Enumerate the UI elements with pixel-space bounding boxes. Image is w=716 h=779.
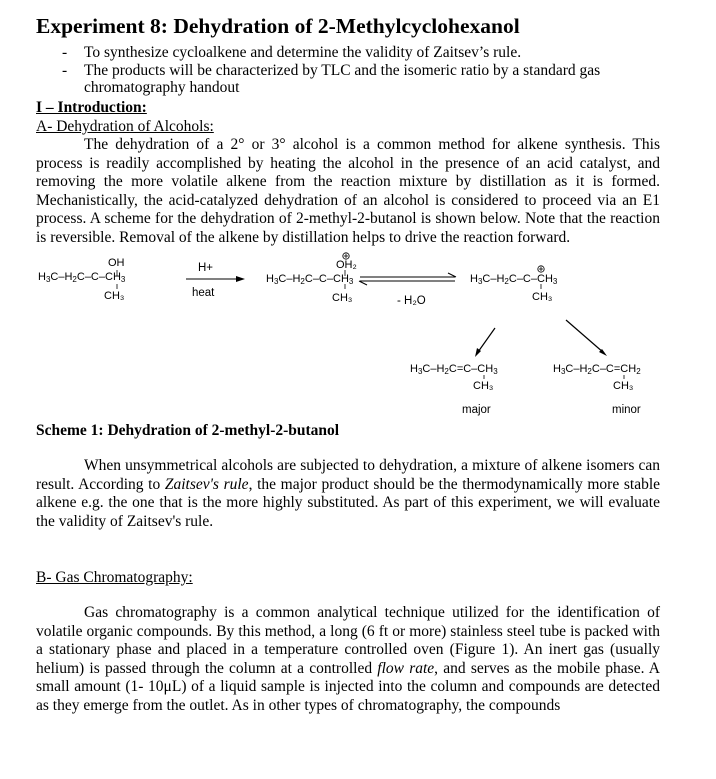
minor-alkene: $H_3C-H_2C-C=CH_2$ (553, 363, 641, 376)
equilibrium-forward-head-icon (448, 273, 456, 277)
bullet-dash-icon: - (62, 44, 68, 61)
methyl-label: CH₃ (104, 290, 125, 302)
flow-rate-term: flow rate (377, 659, 435, 677)
list-item (62, 62, 672, 97)
protonated-alcohol: $H_3C-H_2C-C-CH_3$ (266, 273, 354, 286)
major-branch-arrow (478, 328, 495, 352)
minor-branch-arrow (566, 320, 604, 353)
gc-text-end: , and serves as the mobile phase. A small amount (1- 10μL) of a liquid sample is injected into the column and compounds are detected as they emerge from the outlet. As in other types of chromatography, the compounds (36, 659, 661, 714)
major-label: major (462, 404, 491, 416)
methyl-label: CH₃ (332, 292, 353, 304)
bullet-text: The products will be characterized by TLC and the isomeric ratio by a standard gas chromatography handout (84, 61, 601, 96)
intro-paragraph (36, 136, 660, 247)
gc-text-start: Gas chromatography is a common analytical technique utilized for the identification of volatile organic compounds. By this method, a long (6 ft or more) stainless steel tube is packed with a stationary phase and placed in a temperature controlled oven (Figure 1). An inert gas (usually helium) is passed through the column at a controlled (36, 604, 660, 677)
list-item (62, 44, 672, 62)
reaction-arrowhead-icon (236, 276, 245, 282)
reactant-2-methyl-2-butanol: $H_3C-H_2C-C-CH_3$ (38, 271, 126, 284)
gc-paragraph (36, 604, 660, 715)
hydroxyl-label: OH (108, 257, 125, 269)
carbocation-charge-icon (538, 266, 544, 272)
dehydration-subheading: A- Dehydration of Alcohols: (36, 118, 214, 135)
carbocation: $H_3C-H_2C-C-CH_3$ (470, 273, 558, 286)
zaitsev-text-end: , the major product should be the thermodynamically more stable alkene e.g. the one that is the more highly substituted. As part of this experiment, we will evaluate the validity of Zaitsev's rule. (36, 475, 661, 530)
water-loss-label: - H₂O (397, 295, 426, 307)
bullet-dash-icon: - (62, 61, 68, 79)
reagent-heat: heat (192, 287, 215, 299)
intro-paragraph-text: The dehydration of a 2° or 3° alcohol is a common method for alkene synthesis. This process is readily accomplished by heating the alcohol in the presence of an acid catalyst, and removing the more volatile alkene from the reaction mixture by distillation as it is formed. Mechanistically, the acid-catalyzed dehydration of an alcohol is considered to proceed via an E1 process. A scheme for the dehydration of 2-methyl-2-butanol is shown below. Note that the reaction is reversible. Removal of the alkene by distillation helps to drive the reaction forward. (36, 136, 660, 246)
methyl-label: CH₃ (613, 380, 634, 392)
zaitsev-text-start: When unsymmetrical alcohols are subjected to dehydration, a mixture of alkene isomers can result. According to (36, 457, 660, 493)
methyl-label: CH₃ (473, 380, 494, 392)
major-alkene: $H_3C-H_2C=C-CH_3$ (410, 363, 498, 376)
minor-label: minor (612, 404, 641, 416)
oxonium-label: OH₂ (336, 259, 357, 271)
page-title: Experiment 8: Dehydration of 2-Methylcyclohexanol (36, 14, 520, 38)
bullet-text: To synthesize cycloalkene and determine the validity of Zaitsev’s rule. (84, 44, 522, 61)
reagent-acid: H+ (198, 262, 214, 274)
methyl-label: CH₃ (532, 291, 553, 303)
zaitsev-paragraph (36, 457, 660, 531)
scheme-caption: Scheme 1: Dehydration of 2-methyl-2-butanol (36, 422, 340, 439)
gas-chromatography-heading: B- Gas Chromatography: (36, 569, 193, 586)
objective-list (62, 44, 672, 97)
equilibrium-reverse-head-icon (359, 281, 367, 285)
zaitsev-rule-term: Zaitsev's rule (164, 475, 249, 493)
introduction-heading: I – Introduction: (36, 99, 147, 116)
